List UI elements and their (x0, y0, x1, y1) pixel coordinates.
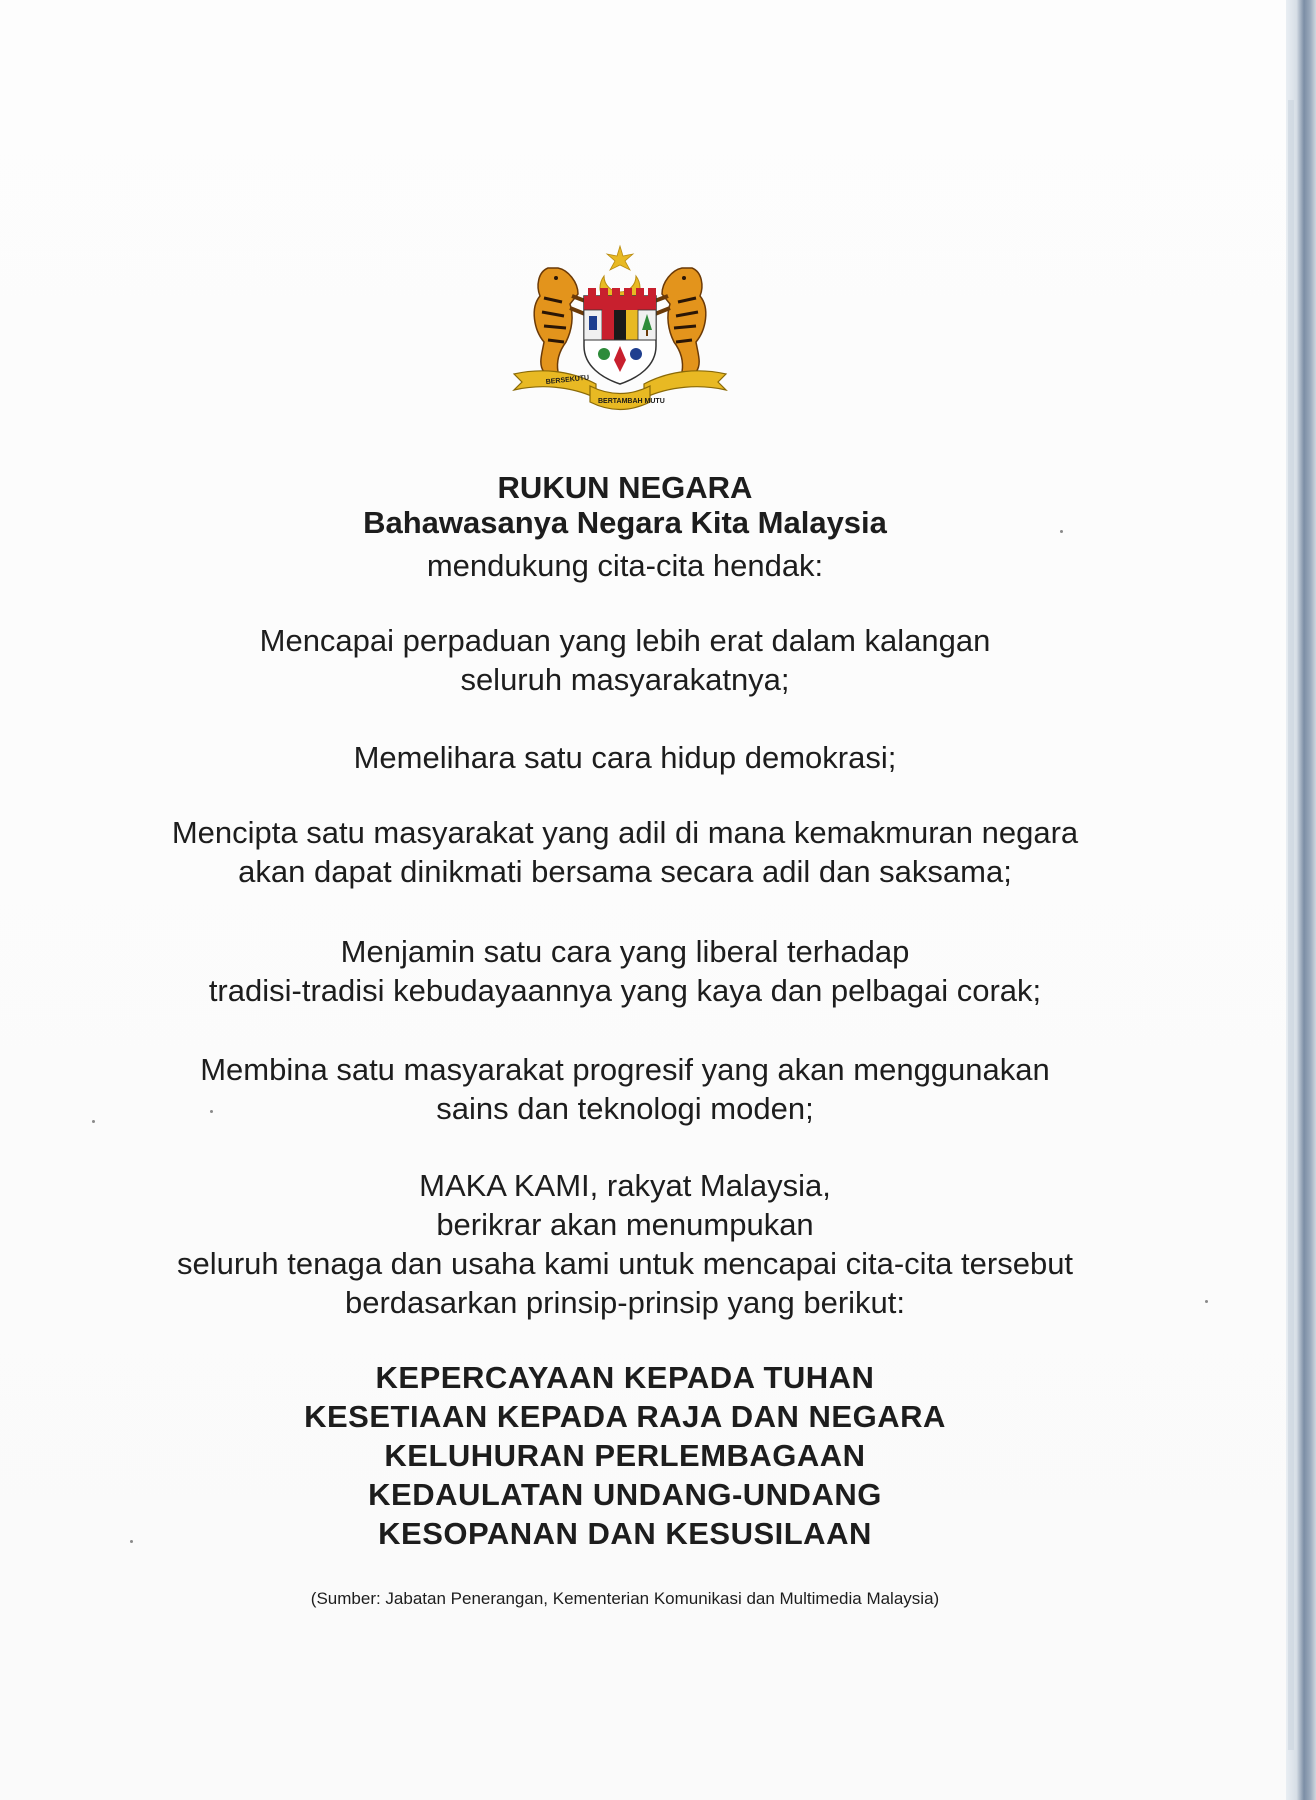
page-title: RUKUN NEGARA (497, 470, 753, 505)
page-subtitle: Bahawasanya Negara Kita Malaysia (363, 505, 887, 540)
scan-speck (210, 1110, 213, 1113)
principle-item: KELUHURAN PERLEMBAGAAN (384, 1438, 866, 1473)
aspiration-line: Memelihara satu cara hidup demokrasi; (353, 740, 897, 775)
principles-list (60, 1358, 1190, 1553)
motto-left-text: BERSEKUTU (545, 374, 590, 386)
motto-right-text: BERTAMBAH MUTU (598, 398, 665, 405)
aspiration-line: sains dan teknologi moden; (436, 1091, 814, 1126)
left-tiger-icon (534, 268, 590, 372)
aspiration-line: akan dapat dinikmati bersama secara adil dan saksama; (238, 854, 1012, 889)
principle-item: KESETIAAN KEPADA RAJA DAN NEGARA (304, 1399, 946, 1434)
book-spine-edge (1286, 0, 1316, 1800)
pledge-line: MAKA KAMI, rakyat Malaysia, (419, 1168, 831, 1203)
coat-of-arms-icon (500, 238, 740, 418)
aspiration-2 (60, 738, 1190, 777)
scan-speck (130, 1540, 133, 1543)
aspiration-line: seluruh masyarakatnya; (460, 662, 790, 697)
pledge-paragraph (60, 1166, 1190, 1322)
aspiration-line: tradisi-tradisi kebudayaannya yang kaya dan pelbagai corak; (208, 973, 1042, 1008)
pledge-line: berdasarkan prinsip-prinsip yang berikut: (344, 1285, 905, 1320)
intro-text: mendukung cita-cita hendak: (426, 548, 824, 583)
aspiration-line: Menjamin satu cara yang liberal terhadap (340, 934, 910, 969)
aspiration-line: Mencapai perpaduan yang lebih erat dalam kalangan (259, 623, 991, 658)
aspiration-line: Membina satu masyarakat progresif yang akan menggunakan (200, 1052, 1050, 1087)
scan-speck (92, 1120, 95, 1123)
aspiration-3 (60, 813, 1190, 891)
principle-item: KEPERCAYAAN KEPADA TUHAN (375, 1360, 875, 1395)
pledge-line: seluruh tenaga dan usaha kami untuk mencapai cita-cita tersebut (176, 1246, 1074, 1281)
aspiration-1 (60, 621, 1190, 699)
scan-speck (1205, 1300, 1208, 1303)
principle-item: KEDAULATAN UNDANG-UNDANG (368, 1477, 882, 1512)
aspiration-4 (60, 932, 1190, 1010)
aspiration-5 (60, 1050, 1190, 1128)
pledge-line: berikrar akan menumpukan (436, 1207, 814, 1242)
scan-speck (1060, 530, 1063, 533)
aspiration-line: Mencipta satu masyarakat yang adil di mana kemakmuran negara (171, 815, 1079, 850)
shield-icon (584, 288, 656, 384)
principle-item: KESOPANAN DAN KESUSILAAN (378, 1516, 872, 1551)
source-citation: (Sumber: Jabatan Penerangan, Kementerian Komunikasi dan Multimedia Malaysia) (310, 1589, 940, 1608)
right-tiger-icon (650, 268, 706, 372)
